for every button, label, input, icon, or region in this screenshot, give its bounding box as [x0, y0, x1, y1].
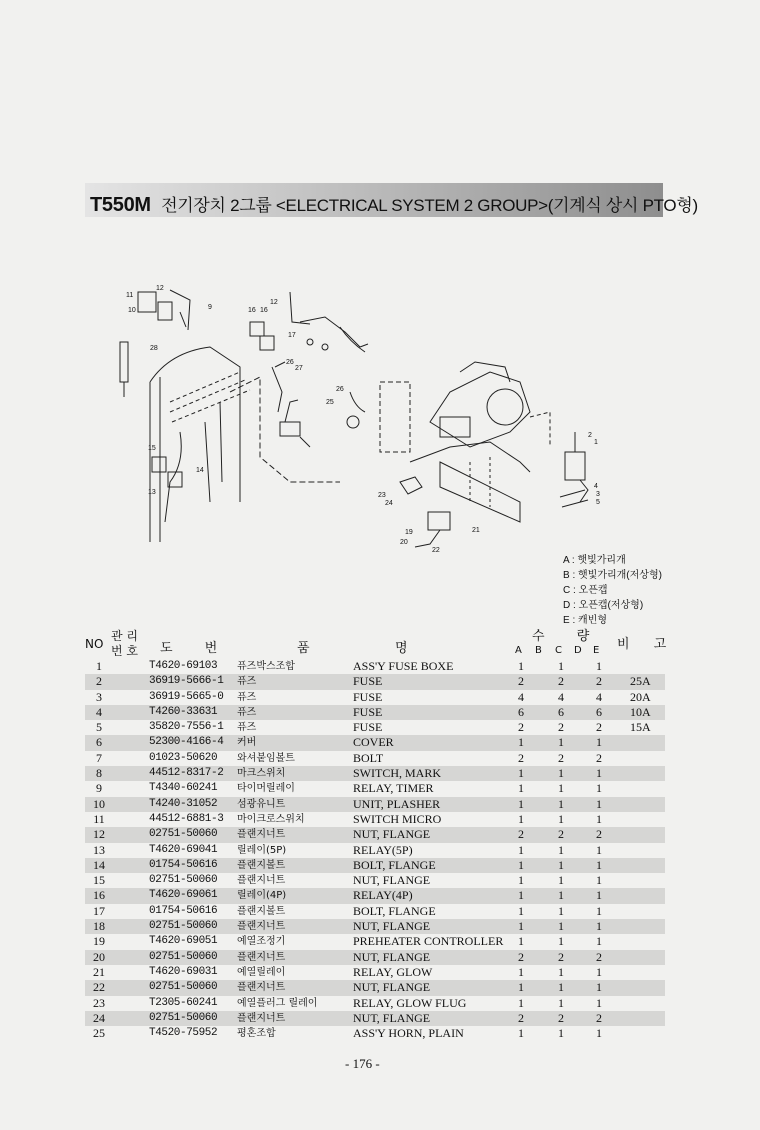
- cell-part: 44512-6881-3: [149, 812, 224, 825]
- header-col-c: C: [555, 645, 562, 656]
- cell-part: 02751-50060: [149, 950, 218, 963]
- cell-c: 2: [558, 720, 564, 735]
- cell-kr: 플랜지너트: [237, 875, 286, 887]
- cell-a: 1: [518, 888, 524, 903]
- cell-kr: 플랜지너트: [237, 951, 286, 963]
- callout-5: 5: [596, 499, 600, 506]
- cell-no: 13: [93, 842, 105, 857]
- cell-kr: 마크스위치: [237, 768, 286, 780]
- cell-e: 2: [596, 949, 602, 964]
- cell-c: 2: [558, 750, 564, 765]
- cell-no: 4: [96, 704, 102, 719]
- callout-10: 10: [128, 307, 136, 314]
- cell-kr: 플랜지너트: [237, 1012, 286, 1024]
- cell-part: 36919-5666-1: [149, 675, 224, 688]
- table-row: [85, 965, 665, 980]
- cell-c: 1: [558, 980, 564, 995]
- cell-kr: 커버: [237, 737, 257, 749]
- header-col-e: E: [593, 645, 600, 656]
- cell-e: 1: [596, 980, 602, 995]
- cell-kr: 플랜지볼트: [237, 905, 286, 917]
- cell-remark: 20A: [630, 689, 651, 704]
- callout-22: 22: [432, 547, 440, 554]
- cell-no: 20: [93, 949, 105, 964]
- cell-c: 4: [558, 689, 564, 704]
- cell-a: 6: [518, 704, 524, 719]
- cell-en: ASS'Y FUSE BOXE: [353, 659, 454, 673]
- header-name-2: 명: [395, 641, 408, 656]
- cell-e: 1: [596, 903, 602, 918]
- cell-en: BOLT, FLANGE: [353, 857, 436, 872]
- cell-part: T4340-60241: [149, 782, 218, 795]
- legend-e: E : 캐빈형: [563, 615, 607, 626]
- cell-no: 23: [93, 995, 105, 1010]
- callout-24: 24: [385, 500, 393, 507]
- callout-27: 27: [295, 365, 303, 372]
- cell-c: 2: [558, 674, 564, 689]
- cell-e: 1: [596, 735, 602, 750]
- cell-e: 1: [596, 659, 602, 673]
- cell-no: 1: [96, 659, 102, 673]
- cell-en: SWITCH, MARK: [353, 766, 442, 781]
- callout-15: 15: [148, 445, 156, 452]
- cell-no: 19: [93, 934, 105, 949]
- callout-23: 23: [378, 492, 386, 499]
- cell-c: 1: [558, 766, 564, 781]
- cell-c: 1: [558, 811, 564, 826]
- cell-kr: 플랜지너트: [237, 829, 286, 841]
- cell-a: 1: [518, 766, 524, 781]
- cell-part: T4620-69103: [149, 660, 218, 672]
- cell-a: 1: [518, 934, 524, 949]
- cell-en: BOLT: [353, 750, 384, 765]
- cell-en: ASS'Y HORN, PLAIN: [353, 1026, 464, 1041]
- table-header: [85, 625, 677, 659]
- cell-no: 16: [93, 888, 105, 903]
- header-col-d: D: [574, 645, 582, 656]
- cell-kr: 평혼조합: [237, 1028, 276, 1040]
- cell-part: 35820-7556-1: [149, 721, 224, 734]
- cell-c: 2: [558, 1010, 564, 1025]
- cell-c: 1: [558, 781, 564, 796]
- cell-c: 1: [558, 934, 564, 949]
- callout-26: 26: [286, 359, 294, 366]
- cell-kr: 퓨즈: [237, 676, 257, 688]
- cell-e: 1: [596, 766, 602, 781]
- diagram-callouts: [126, 285, 600, 554]
- cell-c: 1: [558, 964, 564, 979]
- cell-no: 21: [93, 964, 105, 979]
- cell-kr: 타이머릴레이: [237, 783, 295, 795]
- cell-c: 1: [558, 796, 564, 811]
- cell-kr: 섬광유니트: [237, 798, 286, 810]
- cell-no: 11: [93, 811, 105, 826]
- callout-16b: 16: [260, 307, 268, 314]
- cell-part: T4240-31052: [149, 797, 218, 810]
- cell-no: 17: [93, 903, 105, 918]
- cell-no: 15: [93, 873, 105, 888]
- table-row: [85, 919, 665, 934]
- cell-no: 2: [96, 674, 102, 689]
- callout-26b: 26: [336, 386, 344, 393]
- legend-c: C : 오픈캡: [563, 585, 608, 596]
- cell-c: 1: [558, 857, 564, 872]
- cell-part: T4260-33631: [149, 705, 218, 718]
- cell-part: 02751-50060: [149, 981, 218, 994]
- cell-remark: 15A: [630, 720, 651, 735]
- table-row: [85, 873, 665, 888]
- cell-e: 1: [596, 781, 602, 796]
- cell-c: 1: [558, 903, 564, 918]
- cell-part: 01754-50616: [149, 904, 218, 917]
- model-name: T550M: [90, 194, 151, 216]
- callout-21: 21: [472, 527, 480, 534]
- header-remarks: 비 고: [617, 637, 677, 652]
- cell-en: NUT, FLANGE: [353, 827, 431, 842]
- cell-no: 9: [96, 781, 102, 796]
- cell-e: 2: [596, 720, 602, 735]
- cell-no: 18: [93, 919, 105, 934]
- cell-e: 1: [596, 964, 602, 979]
- cell-part: 02751-50060: [149, 874, 218, 887]
- cell-a: 1: [518, 811, 524, 826]
- page-number: - 176 -: [345, 1056, 380, 1071]
- cell-e: 1: [596, 857, 602, 872]
- cell-en: UNIT, PLASHER: [353, 796, 441, 811]
- callout-25: 25: [326, 399, 334, 406]
- callout-12b: 12: [270, 299, 278, 306]
- cell-no: 24: [93, 1010, 105, 1025]
- cell-c: 1: [558, 919, 564, 934]
- cell-no: 25: [93, 1026, 105, 1041]
- cell-en: RELAY, GLOW FLUG: [353, 995, 467, 1010]
- legend-a: A : 햇빛가리개: [563, 555, 626, 566]
- cell-e: 2: [596, 1010, 602, 1025]
- cell-part: T4620-69031: [149, 965, 218, 978]
- cell-en: FUSE: [353, 689, 383, 704]
- cell-en: FUSE: [353, 674, 383, 689]
- legend-d: D : 오픈캡(저상형): [563, 600, 644, 611]
- cell-a: 1: [518, 781, 524, 796]
- cell-kr: 퓨즈: [237, 691, 257, 703]
- callout-16a: 16: [248, 307, 256, 314]
- cell-en: NUT, FLANGE: [353, 919, 431, 934]
- variant-legend: [563, 553, 662, 628]
- cell-a: 2: [518, 750, 524, 765]
- header-mgmt-2: 번 호: [111, 644, 138, 658]
- cell-en: RELAY(5P): [353, 842, 413, 857]
- cell-en: RELAY, TIMER: [353, 781, 434, 796]
- callout-4: 4: [594, 483, 598, 490]
- cell-c: 1: [558, 735, 564, 750]
- cell-kr: 퓨즈: [237, 722, 257, 734]
- table-row: [85, 904, 665, 919]
- cabin-frame-drawing: [120, 290, 340, 542]
- cell-kr: 퓨즈박스조합: [237, 661, 295, 672]
- cell-a: 2: [518, 827, 524, 842]
- table-row: [85, 950, 665, 965]
- cell-a: 2: [518, 674, 524, 689]
- table-row: [85, 735, 665, 750]
- cell-a: 1: [518, 903, 524, 918]
- cell-kr: 예열플러그 릴레이: [237, 997, 318, 1009]
- cell-en: BOLT, FLANGE: [353, 903, 436, 918]
- cell-no: 10: [93, 796, 105, 811]
- table-row: [85, 1026, 665, 1041]
- cell-c: 1: [558, 1026, 564, 1041]
- header-drawing-no: 도 번: [160, 641, 232, 656]
- table-row: [85, 674, 665, 689]
- cell-kr: 릴레이(5P): [237, 844, 287, 856]
- callout-3: 3: [596, 491, 600, 498]
- cell-a: 1: [518, 659, 524, 673]
- cell-e: 1: [596, 873, 602, 888]
- cell-en: NUT, FLANGE: [353, 873, 431, 888]
- table-row: [85, 751, 665, 766]
- header-mgmt: 관 리: [111, 629, 138, 643]
- table-row: [85, 843, 665, 858]
- cell-kr: 플랜지너트: [237, 921, 286, 933]
- cell-en: RELAY, GLOW: [353, 964, 433, 979]
- cell-a: 1: [518, 735, 524, 750]
- cell-a: 1: [518, 842, 524, 857]
- callout-17: 17: [288, 332, 296, 339]
- cell-no: 8: [96, 766, 102, 781]
- cell-no: 3: [96, 689, 102, 704]
- cell-a: 1: [518, 995, 524, 1010]
- cell-e: 1: [596, 995, 602, 1010]
- header-col-b: B: [535, 645, 542, 656]
- cell-a: 1: [518, 980, 524, 995]
- header-no: NO: [85, 637, 104, 651]
- cell-en: PREHEATER CONTROLLER: [353, 934, 504, 949]
- cell-no: 22: [93, 980, 105, 995]
- cell-e: 1: [596, 796, 602, 811]
- table-row: [85, 705, 665, 720]
- cell-no: 6: [96, 735, 102, 750]
- cell-c: 2: [558, 827, 564, 842]
- cell-part: 01754-50616: [149, 858, 218, 871]
- cell-a: 1: [518, 857, 524, 872]
- table-row: [85, 720, 665, 735]
- cell-c: 1: [558, 873, 564, 888]
- cell-no: 12: [93, 827, 105, 842]
- cell-a: 1: [518, 964, 524, 979]
- callout-2: 2: [588, 432, 592, 439]
- engine-drawing: [347, 362, 588, 547]
- callout-20: 20: [400, 539, 408, 546]
- cell-a: 2: [518, 1010, 524, 1025]
- table-row: [85, 690, 665, 705]
- cell-a: 1: [518, 796, 524, 811]
- cell-c: 1: [558, 888, 564, 903]
- table-row: [85, 766, 665, 781]
- table-row: [85, 827, 665, 842]
- cell-no: 14: [93, 857, 105, 872]
- cell-no: 5: [96, 720, 102, 735]
- legend-b: B : 햇빛가리개(저상형): [563, 570, 662, 581]
- cell-a: 1: [518, 919, 524, 934]
- callout-11: 11: [126, 292, 134, 299]
- cell-e: 1: [596, 934, 602, 949]
- callout-9: 9: [208, 304, 212, 311]
- callout-13: 13: [148, 489, 156, 496]
- cell-kr: 플랜지볼트: [237, 859, 286, 871]
- cell-en: SWITCH MICRO: [353, 811, 442, 826]
- table-row: [85, 1011, 665, 1026]
- cell-a: 4: [518, 689, 524, 704]
- cell-en: FUSE: [353, 720, 383, 735]
- table-row: [85, 858, 665, 873]
- table-row: [85, 934, 665, 949]
- table-row: [85, 659, 665, 674]
- cell-part: 44512-8317-2: [149, 767, 224, 780]
- callout-12: 12: [156, 285, 164, 292]
- cell-e: 2: [596, 674, 602, 689]
- cell-e: 1: [596, 1026, 602, 1041]
- table-row: [85, 888, 665, 903]
- cell-kr: 예열릴레이: [237, 966, 286, 978]
- callout-14: 14: [196, 467, 204, 474]
- header-quantity: 수 량: [532, 629, 604, 644]
- cell-a: 1: [518, 1026, 524, 1041]
- exploded-parts-diagram: [110, 272, 630, 557]
- header-col-a: A: [515, 645, 522, 656]
- cell-part: T2305-60241: [149, 996, 218, 1009]
- cell-e: 2: [596, 750, 602, 765]
- cell-a: 1: [518, 873, 524, 888]
- steering-assembly-drawing: [280, 292, 368, 447]
- cell-part: T4520-75952: [149, 1027, 218, 1040]
- cell-en: NUT, FLANGE: [353, 980, 431, 995]
- cell-remark: 10A: [630, 704, 651, 719]
- cell-en: RELAY(4P): [353, 888, 413, 903]
- table-row: [85, 996, 665, 1011]
- cell-kr: 예열조정기: [237, 936, 286, 948]
- cell-kr: 마이크로스위치: [237, 813, 305, 825]
- group-title: 전기장치 2그룹 <ELECTRICAL SYSTEM 2 GROUP>(기계식 상시 PTO형): [161, 196, 698, 215]
- cell-kr: 릴레이(4P): [237, 890, 287, 902]
- callout-1: 1: [594, 439, 598, 446]
- cell-kr: 와셔붙임볼트: [237, 752, 295, 764]
- cell-e: 1: [596, 842, 602, 857]
- cell-e: 1: [596, 919, 602, 934]
- cell-part: 02751-50060: [149, 828, 218, 841]
- cell-part: 02751-50060: [149, 920, 218, 933]
- cell-remark: 25A: [630, 674, 651, 689]
- cell-no: 7: [96, 750, 102, 765]
- cell-c: 2: [558, 949, 564, 964]
- cell-en: NUT, FLANGE: [353, 1010, 431, 1025]
- cell-en: FUSE: [353, 704, 383, 719]
- cell-c: 1: [558, 842, 564, 857]
- cell-kr: 퓨즈: [237, 706, 257, 718]
- page-title: [90, 191, 698, 217]
- cell-e: 1: [596, 811, 602, 826]
- cell-part: T4620-69051: [149, 935, 218, 948]
- callout-19: 19: [405, 529, 413, 536]
- callout-28: 28: [150, 345, 158, 352]
- cell-a: 2: [518, 949, 524, 964]
- cell-e: 6: [596, 704, 602, 719]
- table-row: [85, 781, 665, 796]
- cell-en: COVER: [353, 735, 394, 750]
- header-name-1: 품: [297, 641, 310, 656]
- cell-a: 2: [518, 720, 524, 735]
- table-row: [85, 812, 665, 827]
- cell-part: 01023-50620: [149, 751, 218, 764]
- cell-part: T4620-69041: [149, 843, 218, 856]
- cell-c: 1: [558, 995, 564, 1010]
- cell-en: NUT, FLANGE: [353, 949, 431, 964]
- cell-part: T4620-69061: [149, 889, 218, 902]
- cell-e: 1: [596, 888, 602, 903]
- cell-part: 36919-5665-0: [149, 690, 224, 703]
- table-row: [85, 980, 665, 995]
- cell-part: 52300-4166-4: [149, 736, 224, 749]
- table-row: [85, 797, 665, 812]
- cell-kr: 플랜지너트: [237, 982, 286, 994]
- cell-c: 6: [558, 704, 564, 719]
- cell-part: 02751-50060: [149, 1011, 218, 1024]
- cell-c: 1: [558, 659, 564, 673]
- parts-table: [85, 659, 665, 1041]
- cell-e: 2: [596, 827, 602, 842]
- cell-e: 4: [596, 689, 602, 704]
